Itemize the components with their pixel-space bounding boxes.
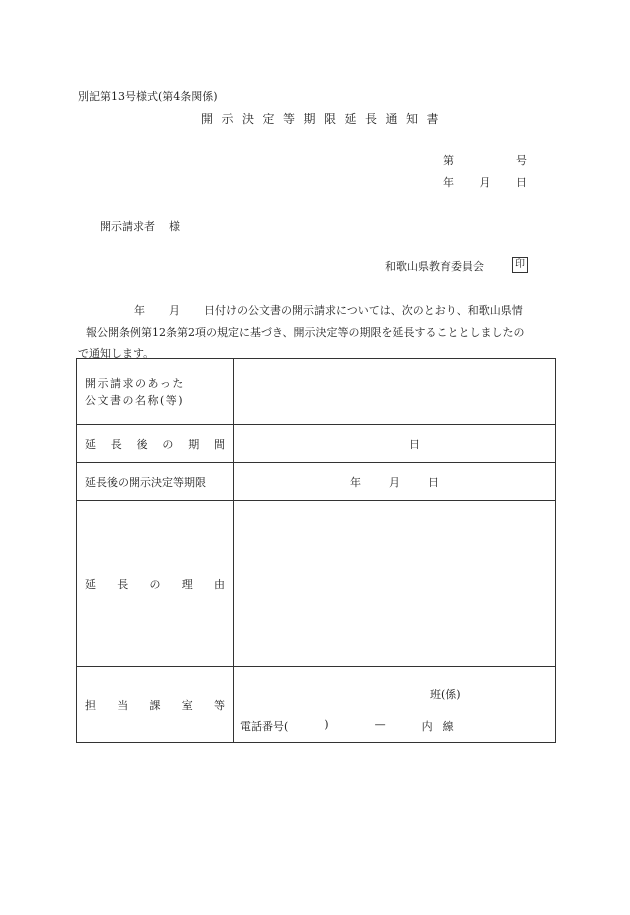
date-day: 日 (516, 176, 527, 189)
addressee (100, 218, 180, 234)
extended-deadline-label-text: 延長後の開示決定等期限 (85, 475, 206, 489)
notice-table (76, 358, 556, 743)
label-char: 間 (213, 437, 225, 451)
document-number-suffix: 号 (516, 154, 527, 167)
table-row-extended-deadline (77, 463, 556, 501)
table-row-extension-period (77, 425, 556, 463)
document-name-label (77, 359, 234, 425)
extension-period-label (77, 425, 234, 463)
body-line-1-rest: 日付けの公文書の開示請求については、次のとおり、和歌山県情 (204, 304, 523, 317)
deadline-month: 月 (389, 475, 400, 489)
label-char: 室 (181, 698, 193, 712)
extended-deadline-label (77, 463, 234, 501)
label-char: 長 (110, 437, 122, 451)
body-year: 年 (134, 304, 145, 317)
document-name-value[interactable] (234, 359, 556, 425)
label-char: 期 (188, 437, 200, 451)
document-title: 開示決定等期限延長通知書 (200, 112, 447, 126)
form-reference: 別記第13号様式(第4条関係) (78, 90, 218, 103)
phone-label: 電話番号( (240, 719, 289, 733)
extension-period-days: 日 (409, 437, 420, 451)
deadline-day: 日 (428, 475, 439, 489)
table-row-document-name (77, 359, 556, 425)
label-char: の (149, 577, 161, 591)
label-char: 由 (214, 577, 225, 591)
date-year: 年 (443, 176, 454, 189)
contact-value[interactable] (234, 667, 556, 743)
contact-phone (240, 718, 464, 734)
body-line-3: で通知します。 (78, 347, 155, 360)
label-char: 後 (136, 437, 148, 451)
label-char: 等 (214, 698, 225, 712)
deadline-year: 年 (350, 475, 361, 489)
label-char: 理 (181, 577, 193, 591)
label-char: の (162, 437, 174, 451)
date-month: 月 (479, 176, 491, 189)
label-char: 課 (149, 698, 161, 712)
document-date (443, 174, 527, 190)
extension-reason-label (77, 501, 234, 667)
contact-label (77, 667, 234, 743)
label-char: 長 (117, 577, 129, 591)
contact-unit: 班(係) (430, 687, 461, 701)
body-line-2: 報公開条例第12条第2項の規定に基づき、開示決定等の期限を延長することとしましたの (86, 325, 525, 339)
document-number (443, 152, 527, 168)
label-char: 当 (117, 698, 129, 712)
document-number-prefix: 第 (443, 154, 454, 167)
label-char: 延 (85, 577, 96, 591)
extension-period-value[interactable] (234, 425, 556, 463)
body-month: 月 (169, 304, 180, 317)
addressee-name: 開示請求者 (100, 220, 155, 233)
document-name-label-line-2: 公文書の名称(等) (85, 393, 185, 407)
body-line-1 (86, 300, 556, 322)
extension-label: 内線 (421, 719, 464, 733)
extended-deadline-value[interactable] (234, 463, 556, 501)
notice-body (78, 300, 556, 365)
table-row-extension-reason (77, 501, 556, 667)
document-name-label-line-1: 開示請求のあった (85, 376, 185, 390)
addressee-honorific: 様 (169, 220, 180, 233)
label-char: 担 (85, 698, 96, 712)
table-row-contact (77, 667, 556, 743)
issuer-name: 和歌山県教育委員会 (385, 260, 484, 273)
label-char: 延 (85, 437, 96, 451)
phone-dash: — (374, 717, 386, 731)
phone-close: ) (324, 717, 329, 731)
extension-reason-value[interactable] (234, 501, 556, 667)
seal-stamp: 印 (512, 257, 528, 273)
